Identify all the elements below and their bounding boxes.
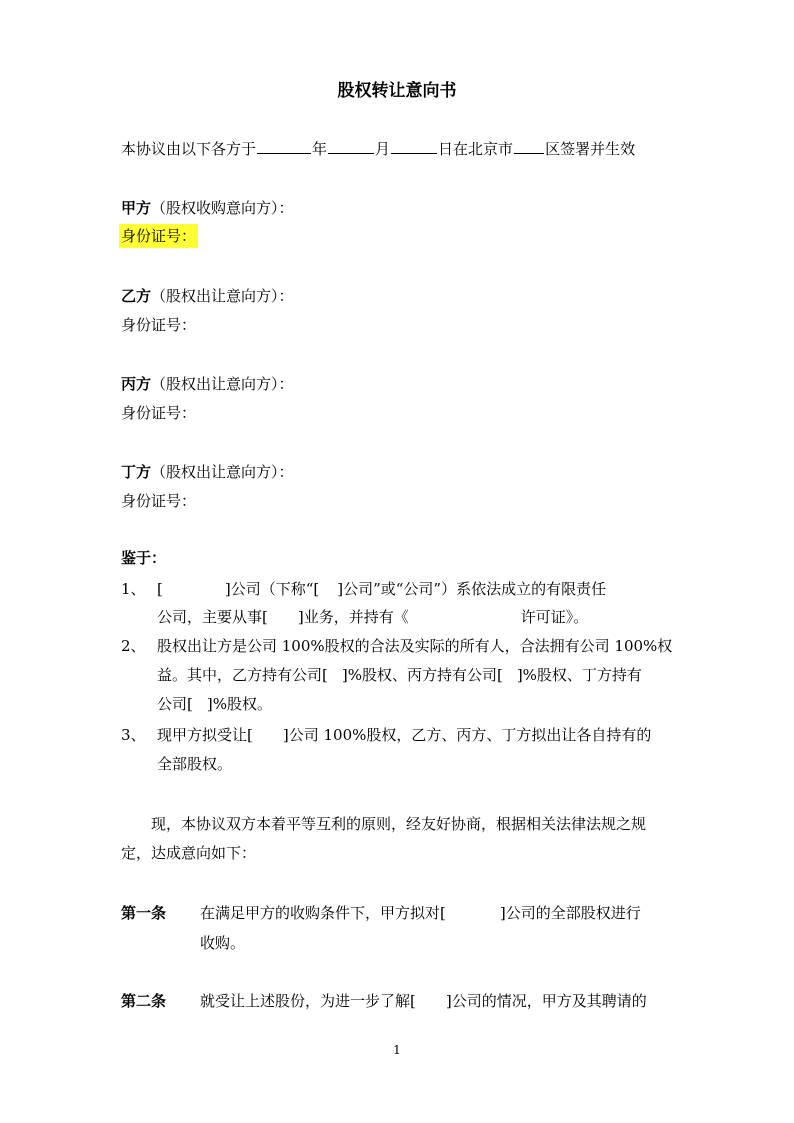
party-d-name: 丁方 xyxy=(121,463,152,481)
party-a-heading xyxy=(121,197,294,218)
whereas-item-2-line-3 xyxy=(157,693,272,714)
article-1-text-b: ]公司的全部股权进行 xyxy=(499,904,641,922)
item-3-text-a: 现甲方拟受让[ xyxy=(157,726,253,744)
whereas-item-2-line-1: 股权出让方是公司 100%股权的合法及实际的所有人，合法拥有公司 100%权 xyxy=(157,637,673,655)
intro-year: 年 xyxy=(312,140,328,158)
month-blank xyxy=(328,141,374,154)
party-b-id-label: 身份证号： xyxy=(121,316,197,334)
whereas-item-1-num: 1、 xyxy=(121,580,146,598)
article-2-label: 第二条 xyxy=(121,992,167,1010)
intro-text: 本协议由以下各方于 xyxy=(121,140,257,158)
whereas-item-1-line-1 xyxy=(157,578,606,599)
article-1-line-1 xyxy=(200,902,641,923)
document-title: 股权转让意向书 xyxy=(337,81,457,101)
whereas-item-3-num: 3、 xyxy=(121,726,146,744)
item-1-text-d: ]业务，并持有《 xyxy=(297,608,409,626)
party-c-id-label: 身份证号： xyxy=(121,404,197,422)
whereas-item-2-line-2 xyxy=(157,664,642,685)
day-blank xyxy=(391,141,437,154)
article-1-text-a: 在满足甲方的收购条件下，甲方拟对[ xyxy=(200,904,446,922)
party-c-heading xyxy=(121,373,294,394)
page-number: 1 xyxy=(393,1043,401,1057)
article-1-label: 第一条 xyxy=(121,904,167,922)
whereas-item-1-line-2 xyxy=(157,606,588,627)
article-2-text-b: ]公司的情况，甲方及其聘请的 xyxy=(445,992,647,1010)
party-c-name: 丙方 xyxy=(121,375,152,393)
year-blank xyxy=(257,141,311,154)
party-b-name: 乙方 xyxy=(121,287,152,305)
party-d-desc: （股权出让意向方）： xyxy=(151,463,294,481)
item-1-text-e: 许可证》。 xyxy=(520,608,589,626)
intro-district: 区签署并生效 xyxy=(545,140,636,158)
item-2-text-a: 益。其中，乙方持有公司[ xyxy=(157,666,328,684)
district-blank xyxy=(514,141,544,154)
whereas-item-2-num: 2、 xyxy=(121,637,146,655)
item-1-text-b: ]公司”或“公司”）系依法成立的有限责任 xyxy=(337,580,607,598)
item-2-text-e: ]%股权。 xyxy=(206,695,272,713)
party-a-desc: （股权收购意向方）： xyxy=(151,199,294,217)
intro-day: 日在北京市 xyxy=(438,140,514,158)
item-2-text-c: ]%股权、丁方持有 xyxy=(516,666,642,684)
intro-month: 月 xyxy=(375,140,391,158)
item-2-text-d: 公司[ xyxy=(157,695,193,713)
article-2-line-1 xyxy=(200,990,647,1011)
bracket-open: [ xyxy=(157,580,163,598)
item-3-text-b: ]公司 100%股权，乙方、丙方、丁方拟出让各自持有的 xyxy=(282,726,652,744)
party-b-heading xyxy=(121,285,294,306)
party-c-desc: （股权出让意向方）： xyxy=(151,375,294,393)
whereas-item-3-line-1 xyxy=(157,724,651,745)
item-1-text-c: 公司，主要从事[ xyxy=(157,608,268,626)
whereas-heading: 鉴于： xyxy=(121,549,167,567)
item-2-text-b: ]%股权、丙方持有公司[ xyxy=(341,666,503,684)
article-1-line-2: 收购。 xyxy=(200,934,246,952)
party-b-desc: （股权出让意向方）： xyxy=(151,287,294,305)
item-1-text-a: ]公司（下称“[ xyxy=(224,580,320,598)
intro-line xyxy=(121,138,635,159)
party-d-heading xyxy=(121,461,294,482)
article-2-text-a: 就受让上述股份，为进一步了解[ xyxy=(200,992,416,1010)
party-a-name: 甲方 xyxy=(121,199,152,217)
whereas-item-3-line-2: 全部股权。 xyxy=(157,755,233,773)
now-paragraph-line-2: 定，达成意向如下： xyxy=(121,844,257,862)
party-a-id-label: 身份证号： xyxy=(119,224,198,248)
now-paragraph-line-1: 现，本协议双方本着平等互利的原则，经友好协商，根据相关法律法规之规 xyxy=(151,815,647,833)
party-d-id-label: 身份证号： xyxy=(121,492,197,510)
party-a-id xyxy=(119,225,198,246)
